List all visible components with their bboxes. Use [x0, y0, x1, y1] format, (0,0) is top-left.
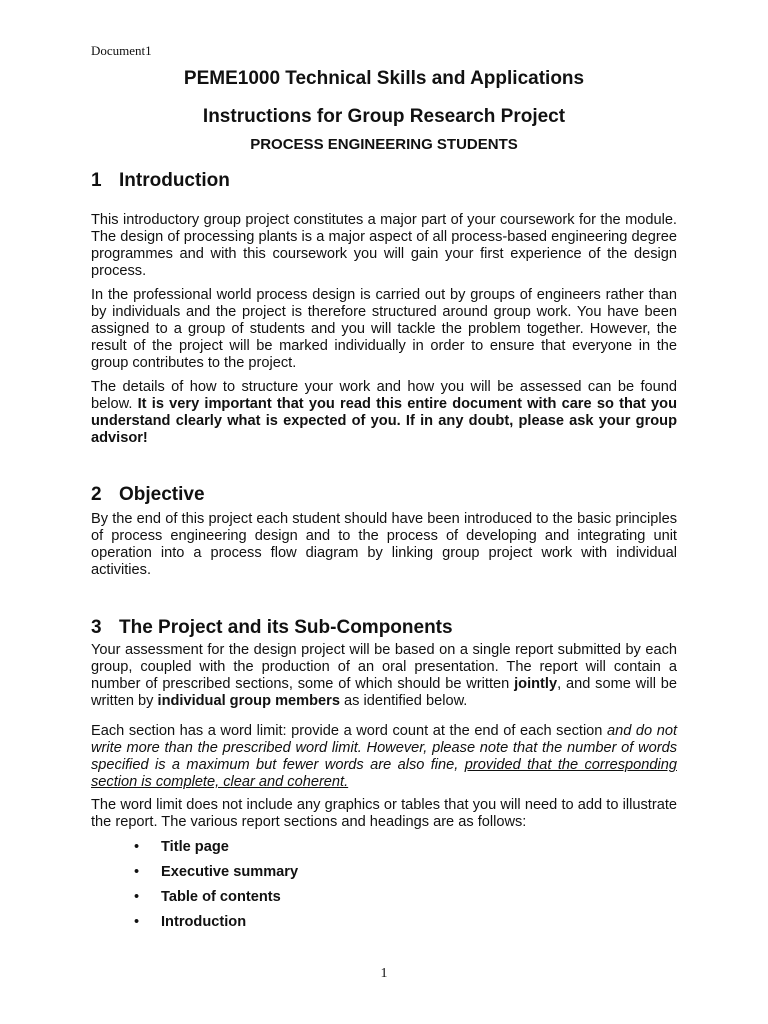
report-sections-list [91, 839, 677, 939]
bullet-glyph: • [134, 914, 140, 930]
project-paragraph-1 [91, 642, 677, 710]
project-paragraph-1-text-3: as identified below. [344, 693, 468, 710]
list-item-label: Introduction [161, 914, 247, 930]
section-title: The Project and its Sub-Components [119, 617, 453, 638]
individual-members-emphasis: individual group members [157, 693, 340, 710]
section-title: Introduction [119, 170, 230, 191]
intro-paragraph-2: In the professional world process design is carried out by groups of engineers rather than by individuals and the project is therefore structured around group work. You have been assigned to a group of students and you will tackle the problem together. However, the result of the project will be marked individually in order to ensure that everyone in the group contributes to the project. [91, 287, 677, 372]
word-limit-italic: and do not write more than the prescribed word limit. However, please note that the number of words specified is a maximum but fewer words are also fine, [91, 723, 677, 774]
objective-paragraph: By the end of this project each student should have been introduced to the basic principles of process engineering design and to the process of developing and integrating unit operation into a process flow diagram by linking group project work with individual activities. [91, 511, 677, 579]
intro-paragraph-3-text: The details of how to structure your work and how you will be assessed can be found below. [91, 379, 677, 413]
bullet-glyph: • [134, 839, 140, 855]
list-item [91, 914, 677, 939]
section-title: Objective [119, 484, 205, 505]
project-paragraph-3: The word limit does not include any graphics or tables that you will need to add to illustrate the report. The various report sections and headings are as follows: [91, 797, 677, 831]
section-heading-objective [91, 484, 205, 506]
document-name-label: Document1 [91, 43, 152, 58]
list-item-label: Executive summary [161, 864, 299, 880]
list-item [91, 889, 677, 914]
list-item-label: Title page [161, 839, 229, 855]
word-limit-underlined: provided that the corresponding section is complete, clear and coherent. [91, 757, 677, 791]
project-paragraph-2 [91, 723, 677, 791]
section-heading-project [91, 617, 453, 639]
intro-paragraph-1: This introductory group project constitutes a major part of your coursework for the module. The design of processing plants is a major aspect of all process-based engineering degree programmes and with this coursework you will gain your first experience of the design process. [91, 212, 677, 280]
intro-paragraph-3 [91, 379, 677, 447]
section-number: 1 [91, 170, 102, 191]
list-item [91, 864, 677, 889]
jointly-emphasis: jointly [514, 676, 558, 693]
section-number: 3 [91, 617, 102, 638]
project-paragraph-1-text-2: , and some will be written by [91, 676, 678, 710]
course-title: PEME1000 Technical Skills and Applications [183, 68, 585, 89]
project-paragraph-1-text: Your assessment for the design project will be based on a single report submitted by each group, coupled with the production of an oral presentation. The report will contain a number of prescribed sections, some of which should be written [91, 642, 677, 693]
section-heading-introduction [91, 170, 230, 192]
bullet-glyph: • [134, 889, 140, 905]
list-item [91, 839, 677, 864]
important-notice: It is very important that you read this entire document with care so that you understand clearly what is expected of you. If in any doubt, please ask your group advisor! [91, 396, 677, 447]
page-number: 1 [380, 966, 388, 981]
section-number: 2 [91, 484, 102, 505]
bullet-glyph: • [134, 864, 140, 880]
audience-subtitle: PROCESS ENGINEERING STUDENTS [250, 136, 518, 153]
word-limit-text: Each section has a word limit: provide a word count at the end of each section [91, 723, 603, 739]
document-title: Instructions for Group Research Project [202, 106, 566, 127]
list-item-label: Table of contents [161, 889, 281, 905]
